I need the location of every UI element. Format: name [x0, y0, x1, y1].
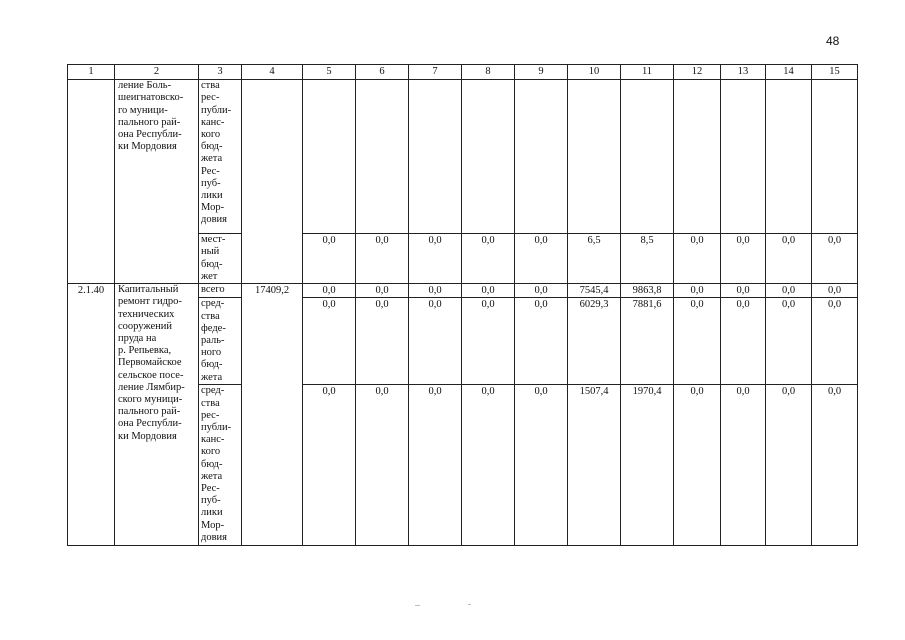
name-cell: [115, 284, 199, 546]
source-line: ства: [201, 310, 220, 322]
value-cell: 0,0: [766, 385, 812, 546]
value-cell: 0,0: [356, 234, 409, 284]
source-line: публи-: [201, 104, 232, 116]
value-cell: [515, 80, 568, 234]
source-line: рес-: [201, 409, 220, 421]
name-line: она Республи-: [118, 129, 182, 141]
value-cell: 6029,3: [568, 298, 621, 385]
name-line: ремонт гидро-: [118, 296, 182, 308]
value-cell: 9863,8: [621, 284, 674, 298]
column-header: 14: [766, 65, 812, 80]
name-line: ление Боль-: [118, 80, 172, 92]
source-cell: [199, 234, 242, 284]
column-header: 4: [242, 65, 303, 80]
value-cell: 0,0: [674, 385, 721, 546]
column-header: 3: [199, 65, 242, 80]
value-cell: 0,0: [515, 284, 568, 298]
value-cell: 0,0: [409, 234, 462, 284]
source-line: рес-: [201, 92, 220, 104]
source-line: ный: [201, 246, 220, 258]
source-line: пуб-: [201, 177, 221, 189]
source-line: бюд-: [201, 359, 223, 371]
column-header: 10: [568, 65, 621, 80]
source-cell: [199, 298, 242, 385]
name-line: Капитальный: [118, 284, 179, 296]
value-cell: [409, 80, 462, 234]
value-cell: 0,0: [721, 298, 766, 385]
source-line: жета: [201, 153, 223, 165]
source-line: канс-: [201, 434, 225, 446]
value-cell: 0,0: [721, 234, 766, 284]
column-header: 2: [115, 65, 199, 80]
source-line: бюд-: [201, 258, 223, 270]
source-line: лики: [201, 190, 223, 202]
value-cell: [568, 80, 621, 234]
value-cell: [462, 80, 515, 234]
source-line: раль-: [201, 335, 225, 347]
value-cell: 0,0: [303, 385, 356, 546]
source-line: кого: [201, 129, 221, 141]
column-header: 12: [674, 65, 721, 80]
source-line: канс-: [201, 116, 225, 128]
scan-mark: [468, 604, 471, 605]
value-cell: 8,5: [621, 234, 674, 284]
value-cell: 0,0: [356, 284, 409, 298]
value-cell: 0,0: [766, 298, 812, 385]
total-cell: 17409,2: [242, 284, 303, 546]
value-cell: 1970,4: [621, 385, 674, 546]
source-line: сред-: [201, 298, 225, 310]
value-cell: 0,0: [721, 284, 766, 298]
source-line: пуб-: [201, 495, 221, 507]
value-cell: 0,0: [409, 298, 462, 385]
code-cell: [68, 80, 115, 284]
name-line: сооружений: [118, 320, 173, 332]
source-line: бюд-: [201, 141, 223, 153]
name-line: го муници-: [118, 104, 168, 116]
value-cell: 6,5: [568, 234, 621, 284]
source-line: сред-: [201, 385, 225, 397]
column-header: 7: [409, 65, 462, 80]
name-line: ки Мордовия: [118, 141, 177, 153]
value-cell: 0,0: [812, 234, 858, 284]
value-cell: 1507,4: [568, 385, 621, 546]
column-header: 8: [462, 65, 515, 80]
value-cell: 0,0: [812, 284, 858, 298]
name-line: ление Лямбир-: [118, 381, 185, 393]
code-cell: 2.1.40: [68, 284, 115, 546]
value-cell: 0,0: [766, 284, 812, 298]
name-line: Первомайское: [118, 357, 182, 369]
name-line: р. Репьевка,: [118, 345, 172, 357]
source-line: жет: [201, 270, 218, 282]
source-line: довия: [201, 531, 227, 543]
value-cell: 0,0: [409, 385, 462, 546]
value-cell: 0,0: [462, 234, 515, 284]
value-cell: [356, 80, 409, 234]
total-cell: [242, 80, 303, 284]
value-cell: [766, 80, 812, 234]
source-line: Рес-: [201, 165, 220, 177]
table-row: [68, 284, 858, 298]
source-line: Мор-: [201, 519, 225, 531]
value-cell: [721, 80, 766, 234]
source-line: феде-: [201, 322, 226, 334]
column-header: 11: [621, 65, 674, 80]
value-cell: 0,0: [721, 385, 766, 546]
source-cell: всего: [199, 284, 242, 298]
source-line: мест-: [201, 234, 226, 246]
budget-table: [67, 64, 858, 546]
value-cell: 0,0: [812, 385, 858, 546]
value-cell: 0,0: [674, 234, 721, 284]
column-header: 5: [303, 65, 356, 80]
source-line: кого: [201, 446, 221, 458]
value-cell: [674, 80, 721, 234]
table-row: [68, 80, 858, 234]
value-cell: [303, 80, 356, 234]
name-line: сельское посе-: [118, 369, 184, 381]
value-cell: 0,0: [303, 234, 356, 284]
name-line: она Республи-: [118, 418, 182, 430]
value-cell: 7545,4: [568, 284, 621, 298]
value-cell: [621, 80, 674, 234]
source-line: ства: [201, 80, 220, 92]
column-header: 13: [721, 65, 766, 80]
value-cell: 0,0: [674, 284, 721, 298]
value-cell: 0,0: [303, 298, 356, 385]
value-cell: 0,0: [515, 298, 568, 385]
value-cell: 0,0: [766, 234, 812, 284]
scan-mark: [415, 605, 420, 606]
source-line: Мор-: [201, 202, 225, 214]
value-cell: 0,0: [462, 284, 515, 298]
name-line: пального рай-: [118, 116, 181, 128]
column-header: 1: [68, 65, 115, 80]
value-cell: 0,0: [409, 284, 462, 298]
value-cell: 0,0: [462, 298, 515, 385]
name-cell: [115, 80, 199, 284]
source-line: публи-: [201, 422, 232, 434]
column-header: 9: [515, 65, 568, 80]
source-line: ного: [201, 347, 222, 359]
source-line: довия: [201, 214, 227, 226]
source-line: жета: [201, 470, 223, 482]
name-line: технических: [118, 308, 175, 320]
value-cell: 0,0: [303, 284, 356, 298]
source-line: ства: [201, 397, 220, 409]
name-line: пального рай-: [118, 406, 181, 418]
column-header: 6: [356, 65, 409, 80]
column-header: 15: [812, 65, 858, 80]
source-line: лики: [201, 507, 223, 519]
source-line: Рес-: [201, 483, 220, 495]
name-line: шеигнатовско-: [118, 92, 184, 104]
header-row: [68, 65, 858, 80]
page-number: 48: [826, 34, 840, 48]
source-line: жета: [201, 371, 223, 383]
value-cell: 0,0: [812, 298, 858, 385]
value-cell: 0,0: [462, 385, 515, 546]
value-cell: 0,0: [515, 234, 568, 284]
source-cell: [199, 80, 242, 234]
value-cell: 0,0: [515, 385, 568, 546]
value-cell: [812, 80, 858, 234]
value-cell: 0,0: [674, 298, 721, 385]
name-line: пруда на: [118, 333, 157, 345]
value-cell: 7881,6: [621, 298, 674, 385]
name-line: ки Мордовия: [118, 430, 177, 442]
value-cell: 0,0: [356, 385, 409, 546]
name-line: ского муници-: [118, 394, 183, 406]
source-cell: [199, 385, 242, 546]
value-cell: 0,0: [356, 298, 409, 385]
source-line: бюд-: [201, 458, 223, 470]
